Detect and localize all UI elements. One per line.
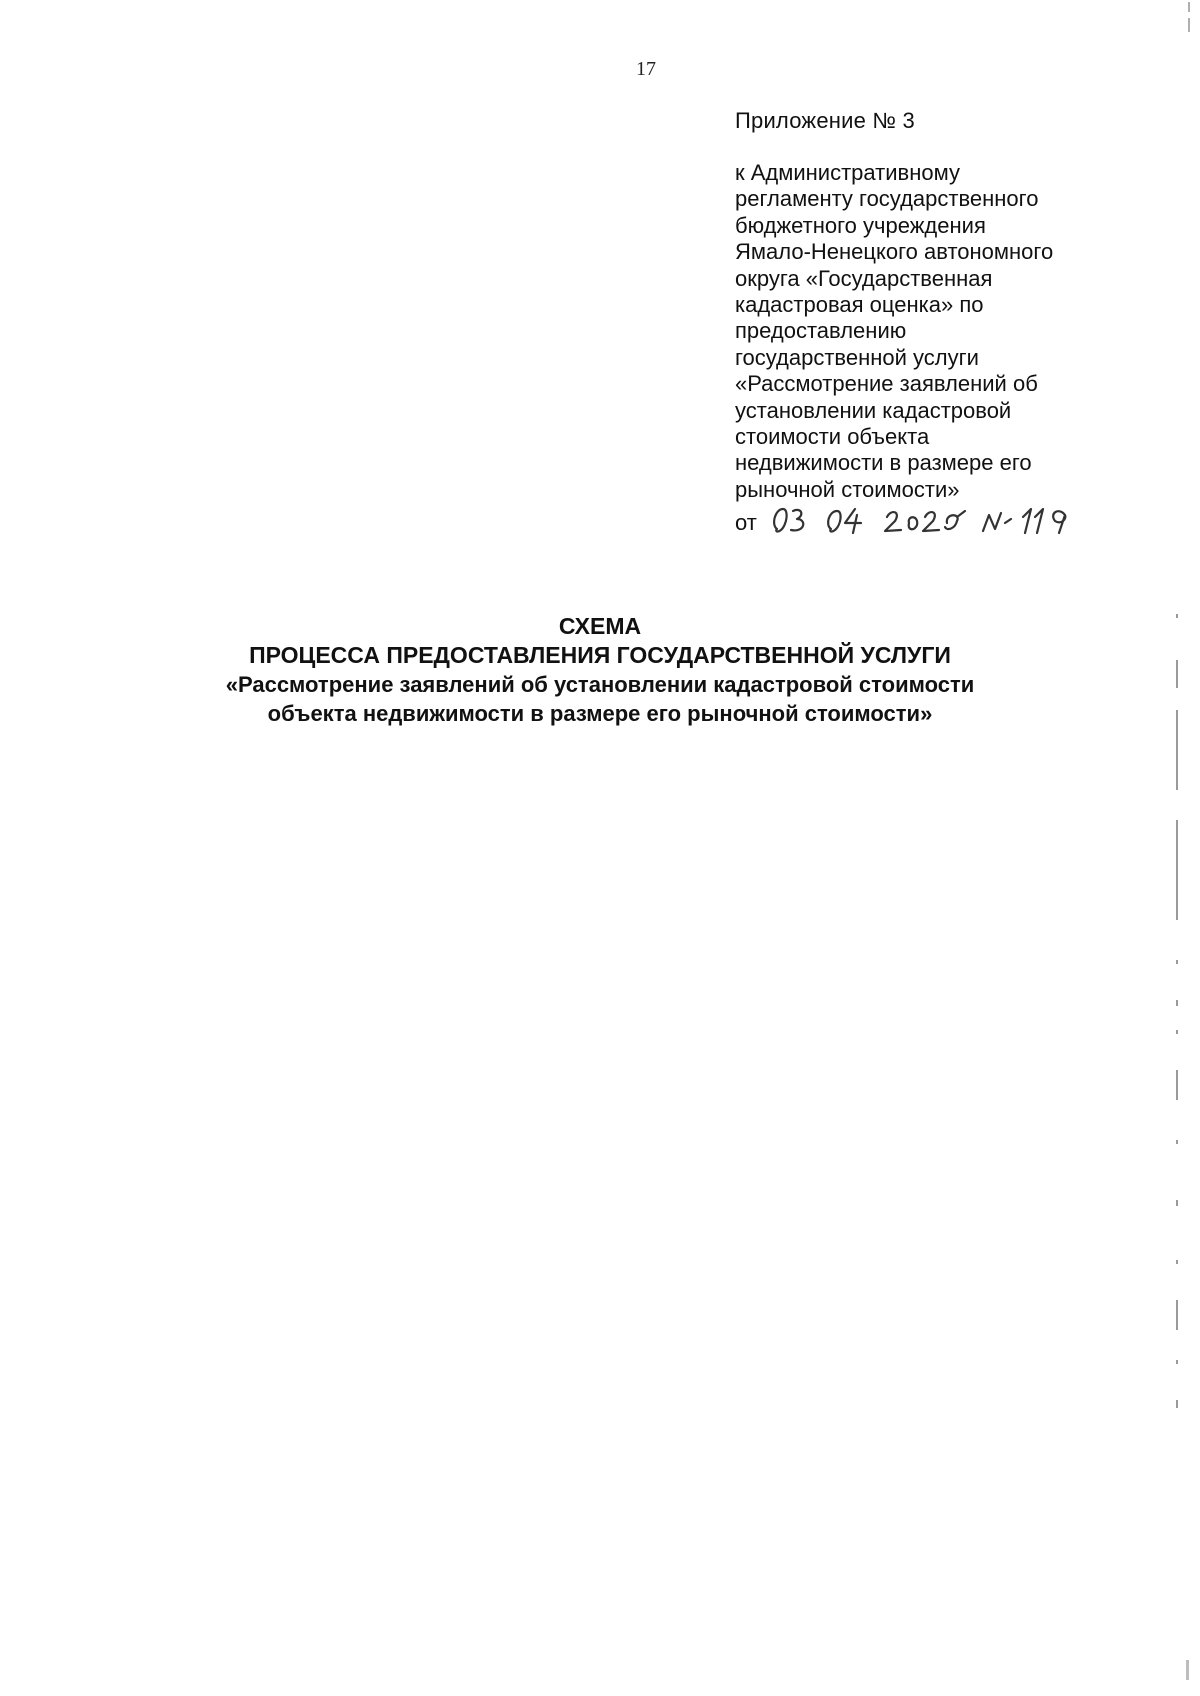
date-prefix: от [735,510,757,536]
annex-line: округа «Государственная [735,265,993,291]
annex-line: «Рассмотрение заявлений об [735,371,1038,397]
annex-line: Ямало-Ненецкого автономного [735,239,1054,265]
annex-line: предоставлению [735,318,907,344]
annex-line: установлении кадастровой [735,397,1012,423]
scan-artifact [1176,600,1182,1420]
heading-subtitle: ПРОЦЕССА ПРЕДОСТАВЛЕНИЯ ГОСУДАРСТВЕННОЙ УСЛУГИ [249,642,951,668]
scan-artifact [1186,1660,1189,1680]
document-heading [0,612,1200,728]
annex-line: кадастровая оценка» по [735,292,984,318]
annex-block [735,108,1135,537]
annex-date-line [735,503,1135,537]
annex-line: стоимости объекта [735,424,930,450]
annex-title: Приложение № 3 [735,108,915,133]
scan-artifact [1188,0,1191,40]
annex-line: рыночной стоимости» [735,476,960,502]
heading-service-name-line1: «Рассмотрение заявлений об установлении кадастровой стоимости [225,672,975,697]
annex-line: к Административному [735,160,960,185]
annex-line: государственной услуги [735,344,979,370]
annex-line: регламенту государственного [735,186,1039,212]
annex-description [735,160,1135,503]
page-number: 17 [636,58,656,80]
handwritten-date-signature [769,503,1079,537]
heading-service-name-line2: объекта недвижимости в размере его рыночной стоимости» [267,701,933,726]
annex-line: недвижимости в размере его [735,450,1032,476]
heading-title: СХЕМА [558,613,642,639]
annex-line: бюджетного учреждения [735,212,986,238]
